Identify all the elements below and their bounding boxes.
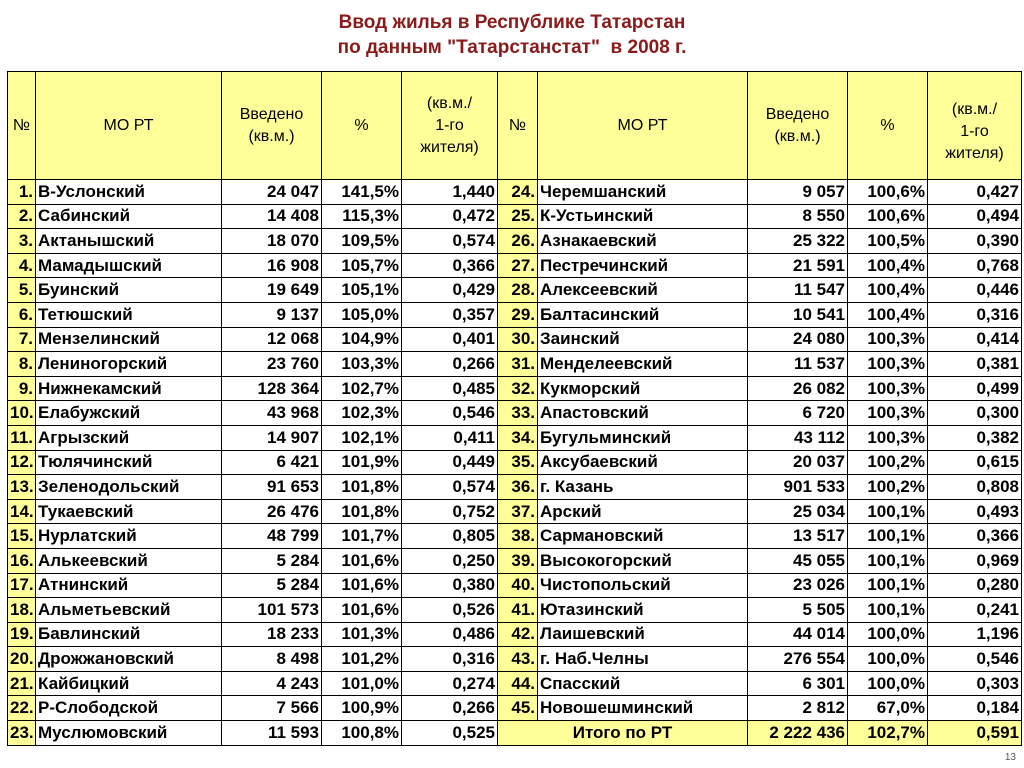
per-capita-value: 0,274 [402,671,498,696]
per-capita-value: 0,381 [928,352,1022,377]
housing-table [7,71,1022,746]
row-number: 13. [8,475,36,500]
area-value: 14 408 [222,204,322,229]
area-value: 11 547 [748,278,848,303]
percent-value: 102,7% [322,376,402,401]
row-number: 35. [498,450,538,475]
area-value: 16 908 [222,253,322,278]
district-name: Дрожжановский [36,647,222,672]
per-capita-value: 0,449 [402,450,498,475]
area-value: 4 243 [222,671,322,696]
area-value: 26 082 [748,376,848,401]
per-capita-value: 0,316 [402,647,498,672]
per-capita-value: 0,546 [402,401,498,426]
row-number: 24. [498,180,538,205]
row-number: 26. [498,229,538,254]
district-name: Буинский [36,278,222,303]
table-row [8,548,1022,573]
row-number: 5. [8,278,36,303]
percent-value: 67,0% [848,696,928,721]
table-row [8,647,1022,672]
table-row [8,229,1022,254]
table-row [8,450,1022,475]
table-row [8,475,1022,500]
per-capita-value: 0,525 [402,721,498,746]
row-number: 4. [8,253,36,278]
table-row [8,352,1022,377]
row-number: 32. [498,376,538,401]
table-row [8,204,1022,229]
row-number: 42. [498,622,538,647]
header-pct-right: % [848,72,928,180]
area-value: 21 591 [748,253,848,278]
table-row [8,253,1022,278]
area-value: 6 421 [222,450,322,475]
district-name: Апастовский [538,401,748,426]
area-value: 25 322 [748,229,848,254]
table-row [8,622,1022,647]
table-row [8,278,1022,303]
district-name: Бугульминский [538,425,748,450]
table-row [8,376,1022,401]
area-value: 9 057 [748,180,848,205]
per-capita-value: 0,427 [928,180,1022,205]
percent-value: 100,5% [848,229,928,254]
header-pct-left: % [322,72,402,180]
per-capita-value: 1,196 [928,622,1022,647]
row-number: 8. [8,352,36,377]
district-name: Тетюшский [36,302,222,327]
district-name: Пестречинский [538,253,748,278]
area-value: 8 550 [748,204,848,229]
row-number: 15. [8,524,36,549]
percent-value: 100,2% [848,450,928,475]
area-value: 8 498 [222,647,322,672]
percent-value: 102,1% [322,425,402,450]
district-name: Спасский [538,671,748,696]
per-capita-value: 0,574 [402,229,498,254]
percent-value: 101,6% [322,573,402,598]
row-number: 14. [8,499,36,524]
district-name: Новошешминский [538,696,748,721]
percent-value: 115,3% [322,204,402,229]
per-capita-value: 0,446 [928,278,1022,303]
row-number: 40. [498,573,538,598]
percent-value: 100,3% [848,401,928,426]
district-name: Мензелинский [36,327,222,352]
per-capita-value: 0,808 [928,475,1022,500]
percent-value: 100,6% [848,204,928,229]
per-capita-value: 0,615 [928,450,1022,475]
total-per-capita: 0,591 [928,721,1022,746]
header-mo-right: МО РТ [538,72,748,180]
percent-value: 100,3% [848,327,928,352]
area-value: 44 014 [748,622,848,647]
table-row [8,327,1022,352]
district-name: Балтасинский [538,302,748,327]
area-value: 25 034 [748,499,848,524]
district-name: Азнакаевский [538,229,748,254]
district-name: Алексеевский [538,278,748,303]
district-name: г. Казань [538,475,748,500]
header-num-right: № [498,72,538,180]
district-name: Менделеевский [538,352,748,377]
area-value: 5 284 [222,548,322,573]
per-capita-value: 0,411 [402,425,498,450]
table-row [8,499,1022,524]
per-capita-value: 0,499 [928,376,1022,401]
row-number: 9. [8,376,36,401]
table-row [8,671,1022,696]
percent-value: 102,3% [322,401,402,426]
area-value: 19 649 [222,278,322,303]
percent-value: 105,1% [322,278,402,303]
percent-value: 100,3% [848,376,928,401]
area-value: 2 812 [748,696,848,721]
area-value: 12 068 [222,327,322,352]
table-row [8,401,1022,426]
row-number: 21. [8,671,36,696]
table-row [8,721,1022,746]
district-name: Высокогорский [538,548,748,573]
per-capita-value: 1,440 [402,180,498,205]
area-value: 26 476 [222,499,322,524]
per-capita-value: 0,429 [402,278,498,303]
area-value: 48 799 [222,524,322,549]
row-number: 12. [8,450,36,475]
percent-value: 100,0% [848,671,928,696]
page-subtitle: по данным "Татарстанстат" в 2008 г. [337,37,687,58]
area-value: 24 080 [748,327,848,352]
per-capita-value: 0,752 [402,499,498,524]
per-capita-value: 0,969 [928,548,1022,573]
district-name: Тукаевский [36,499,222,524]
district-name: Р-Слободской [36,696,222,721]
row-number: 29. [498,302,538,327]
district-name: Лениногорский [36,352,222,377]
percent-value: 100,0% [848,622,928,647]
row-number: 18. [8,598,36,623]
percent-value: 103,3% [322,352,402,377]
per-capita-value: 0,266 [402,696,498,721]
row-number: 38. [498,524,538,549]
percent-value: 100,4% [848,253,928,278]
district-name: Елабужский [36,401,222,426]
district-name: Чистопольский [538,573,748,598]
row-number: 17. [8,573,36,598]
area-value: 5 284 [222,573,322,598]
area-value: 24 047 [222,180,322,205]
district-name: Алькеевский [36,548,222,573]
row-number: 43. [498,647,538,672]
row-number: 41. [498,598,538,623]
area-value: 43 968 [222,401,322,426]
per-capita-value: 0,366 [402,253,498,278]
percent-value: 100,1% [848,573,928,598]
row-number: 37. [498,499,538,524]
table-row [8,598,1022,623]
area-value: 7 566 [222,696,322,721]
per-capita-value: 0,805 [402,524,498,549]
percent-value: 100,1% [848,548,928,573]
area-value: 101 573 [222,598,322,623]
row-number: 11. [8,425,36,450]
percent-value: 105,0% [322,302,402,327]
row-number: 36. [498,475,538,500]
percent-value: 101,3% [322,622,402,647]
district-name: Сабинский [36,204,222,229]
table-row [8,524,1022,549]
district-name: Нурлатский [36,524,222,549]
per-capita-value: 0,494 [928,204,1022,229]
district-name: Аксубаевский [538,450,748,475]
area-value: 901 533 [748,475,848,500]
row-number: 34. [498,425,538,450]
area-value: 20 037 [748,450,848,475]
per-capita-value: 0,357 [402,302,498,327]
district-name: Ютазинский [538,598,748,623]
district-name: Арский [538,499,748,524]
percent-value: 100,4% [848,302,928,327]
percent-value: 105,7% [322,253,402,278]
table-header-row [8,72,1022,180]
per-capita-value: 0,380 [402,573,498,598]
district-name: Мамадышский [36,253,222,278]
district-name: В-Услонский [36,180,222,205]
row-number: 22. [8,696,36,721]
row-number: 3. [8,229,36,254]
percent-value: 101,0% [322,671,402,696]
percent-value: 141,5% [322,180,402,205]
district-name: Атнинский [36,573,222,598]
district-name: Бавлинский [36,622,222,647]
percent-value: 100,1% [848,598,928,623]
per-capita-value: 0,546 [928,647,1022,672]
area-value: 18 233 [222,622,322,647]
header-mo-left: МО РТ [36,72,222,180]
percent-value: 100,9% [322,696,402,721]
per-capita-value: 0,401 [402,327,498,352]
area-value: 91 653 [222,475,322,500]
percent-value: 100,3% [848,352,928,377]
district-name: Черемшанский [538,180,748,205]
percent-value: 100,4% [848,278,928,303]
per-capita-value: 0,493 [928,499,1022,524]
total-area: 2 222 436 [748,721,848,746]
district-name: Актанышский [36,229,222,254]
district-name: Кукморский [538,376,748,401]
row-number: 6. [8,302,36,327]
district-name: Заинский [538,327,748,352]
per-capita-value: 0,390 [928,229,1022,254]
district-name: Лаишевский [538,622,748,647]
row-number: 33. [498,401,538,426]
row-number: 27. [498,253,538,278]
per-capita-value: 0,300 [928,401,1022,426]
row-number: 2. [8,204,36,229]
per-capita-value: 0,472 [402,204,498,229]
table-row [8,696,1022,721]
row-number: 31. [498,352,538,377]
per-capita-value: 0,241 [928,598,1022,623]
row-number: 16. [8,548,36,573]
area-value: 6 301 [748,671,848,696]
header-per-left: (кв.м./ 1-го жителя) [402,72,498,180]
percent-value: 101,8% [322,475,402,500]
row-number: 10. [8,401,36,426]
percent-value: 100,8% [322,721,402,746]
row-number: 1. [8,180,36,205]
percent-value: 101,6% [322,598,402,623]
percent-value: 101,6% [322,548,402,573]
row-number: 23. [8,721,36,746]
area-value: 18 070 [222,229,322,254]
percent-value: 101,7% [322,524,402,549]
percent-value: 100,0% [848,647,928,672]
header-num-left: № [8,72,36,180]
row-number: 25. [498,204,538,229]
table-row [8,425,1022,450]
per-capita-value: 0,526 [402,598,498,623]
row-number: 19. [8,622,36,647]
row-number: 30. [498,327,538,352]
row-number: 39. [498,548,538,573]
area-value: 5 505 [748,598,848,623]
area-value: 43 112 [748,425,848,450]
area-value: 10 541 [748,302,848,327]
area-value: 14 907 [222,425,322,450]
table-row [8,302,1022,327]
percent-value: 101,2% [322,647,402,672]
percent-value: 109,5% [322,229,402,254]
per-capita-value: 0,382 [928,425,1022,450]
percent-value: 100,3% [848,425,928,450]
per-capita-value: 0,303 [928,671,1022,696]
district-name: Нижнекамский [36,376,222,401]
percent-value: 101,8% [322,499,402,524]
per-capita-value: 0,280 [928,573,1022,598]
percent-value: 104,9% [322,327,402,352]
total-label: Итого по РТ [498,721,748,746]
area-value: 11 593 [222,721,322,746]
area-value: 128 364 [222,376,322,401]
area-value: 276 554 [748,647,848,672]
per-capita-value: 0,768 [928,253,1022,278]
table-row [8,573,1022,598]
area-value: 23 026 [748,573,848,598]
header-vvedeno-right: Введено (кв.м.) [748,72,848,180]
district-name: Агрызский [36,425,222,450]
district-name: Сармановский [538,524,748,549]
district-name: Тюлячинский [36,450,222,475]
per-capita-value: 0,486 [402,622,498,647]
district-name: К-Устьинский [538,204,748,229]
page-title: Ввод жилья в Республике Татарстан [338,12,686,33]
header-vvedeno-left: Введено (кв.м.) [222,72,322,180]
per-capita-value: 0,250 [402,548,498,573]
area-value: 23 760 [222,352,322,377]
district-name: Альметьевский [36,598,222,623]
area-value: 6 720 [748,401,848,426]
area-value: 45 055 [748,548,848,573]
row-number: 20. [8,647,36,672]
row-number: 28. [498,278,538,303]
percent-value: 100,6% [848,180,928,205]
percent-value: 100,1% [848,524,928,549]
per-capita-value: 0,485 [402,376,498,401]
percent-value: 100,1% [848,499,928,524]
district-name: Зеленодольский [36,475,222,500]
page-number: 13 [1004,752,1016,763]
per-capita-value: 0,414 [928,327,1022,352]
per-capita-value: 0,316 [928,302,1022,327]
district-name: Муслюмовский [36,721,222,746]
title-block [0,10,1024,60]
table-row [8,180,1022,205]
percent-value: 100,2% [848,475,928,500]
area-value: 9 137 [222,302,322,327]
row-number: 7. [8,327,36,352]
header-per-right: (кв.м./ 1-го жителя) [928,72,1022,180]
district-name: Кайбицкий [36,671,222,696]
per-capita-value: 0,574 [402,475,498,500]
area-value: 13 517 [748,524,848,549]
per-capita-value: 0,184 [928,696,1022,721]
row-number: 45. [498,696,538,721]
area-value: 11 537 [748,352,848,377]
district-name: г. Наб.Челны [538,647,748,672]
row-number: 44. [498,671,538,696]
total-percent: 102,7% [848,721,928,746]
percent-value: 101,9% [322,450,402,475]
per-capita-value: 0,266 [402,352,498,377]
per-capita-value: 0,366 [928,524,1022,549]
